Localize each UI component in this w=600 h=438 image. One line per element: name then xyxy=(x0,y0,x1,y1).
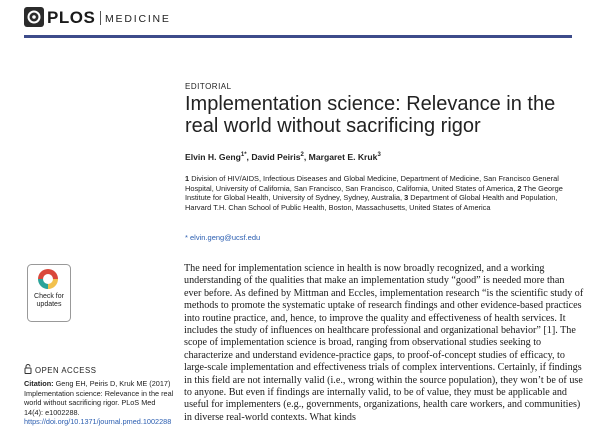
brand-separator xyxy=(100,11,101,25)
author-name[interactable]: Margaret E. Kruk xyxy=(308,152,378,162)
open-access-label: OPEN ACCESS xyxy=(35,366,97,375)
open-lock-icon xyxy=(24,364,32,374)
article-title: Implementation science: Relevance in the real world without sacrificing rigor xyxy=(185,93,556,137)
check-for-updates-icon xyxy=(36,267,60,291)
journal-name: MEDICINE xyxy=(105,13,171,25)
affiliation-number: 2 xyxy=(517,183,522,193)
affiliation-text: The George Institute for Global Health, University of Sydney, Sydney, Australia, xyxy=(185,183,563,203)
author-affiliation-marker: 3 xyxy=(377,152,381,159)
affiliation-text: Department of Global Health and Population, Harvard T.H. Chan School of Public Health, Boston, Massachusetts, United States of America xyxy=(185,193,558,212)
open-access-row xyxy=(24,364,96,376)
citation-block xyxy=(24,379,174,427)
affiliations xyxy=(185,174,577,212)
author-list: Elvin H. Geng$^{1*}$, David Peiris$^2$, Margaret E. Kruk$^3$ xyxy=(185,152,381,162)
affiliation-number: 3 xyxy=(404,193,409,203)
check-for-updates-label xyxy=(27,293,71,309)
affiliation-text: Division of HIV/AIDS, Infectious Diseases and Global Medicine, Department of Medicine, San Francisco General Hospital, University of California, San Francisco, San Francisco, California, United States of America, xyxy=(185,174,559,193)
article-type: EDITORIAL xyxy=(185,82,232,91)
author-affiliation-marker: 2 xyxy=(300,152,304,159)
brand-name: PLOS xyxy=(47,8,96,27)
email-link[interactable]: elvin.geng@ucsf.edu xyxy=(190,233,261,242)
citation-doi-link[interactable]: https://doi.org/10.1371/journal.pmed.1002288 xyxy=(24,417,172,426)
affiliation-number: 1 xyxy=(185,174,190,183)
article-body-paragraph: The need for implementation science in health is now broadly recognized, and a working understanding of the qualities that make an implementation study “good” is needed more than ever before. As defined by Mittman and Eccles, implementation research “is the scientific study of methods to promote the systematic uptake of research findings and other evidence-based practices into routine practice, and, hence, to improve the quality and effectiveness of health services. It includes the study of influences on healthcare professional and organizational behavior” [1]. The scope of implementation science is broad, ranging from observational studies seeking to characterize and understand evidence-practice gaps, to proof-of-concept studies of efficacy, to large-scale implementation and effectiveness trials of complex interventions. Certainly, if findings in this field are not internally valid (i.e., wrong within the source population), they won’t be of use to anyone. But even if findings are internally valid, to be of value, they must be applicable and useful for implementers (e.g., governments, organizations, health care workers, and communities) in diverse real-world contexts. What kinds xyxy=(184,263,584,423)
author-affiliation-marker: 1* xyxy=(240,152,247,159)
citation-label: Citation: xyxy=(24,379,54,388)
plos-logo-icon xyxy=(24,7,44,27)
author-name[interactable]: David Peiris xyxy=(251,152,301,162)
author-name[interactable]: Elvin H. Geng xyxy=(185,152,241,162)
citation-text: Geng EH, Peiris D, Kruk ME (2017) Implementation science: Relevance in the real world without sacrificing rigor. PLoS Med 14(4): e1002288. xyxy=(24,379,174,417)
header-rule xyxy=(24,35,572,38)
check-label-line-2: updates xyxy=(36,301,62,308)
email-marker: * xyxy=(185,233,188,242)
check-label-line-1: Check for xyxy=(34,293,64,300)
corresponding-email xyxy=(185,233,260,243)
